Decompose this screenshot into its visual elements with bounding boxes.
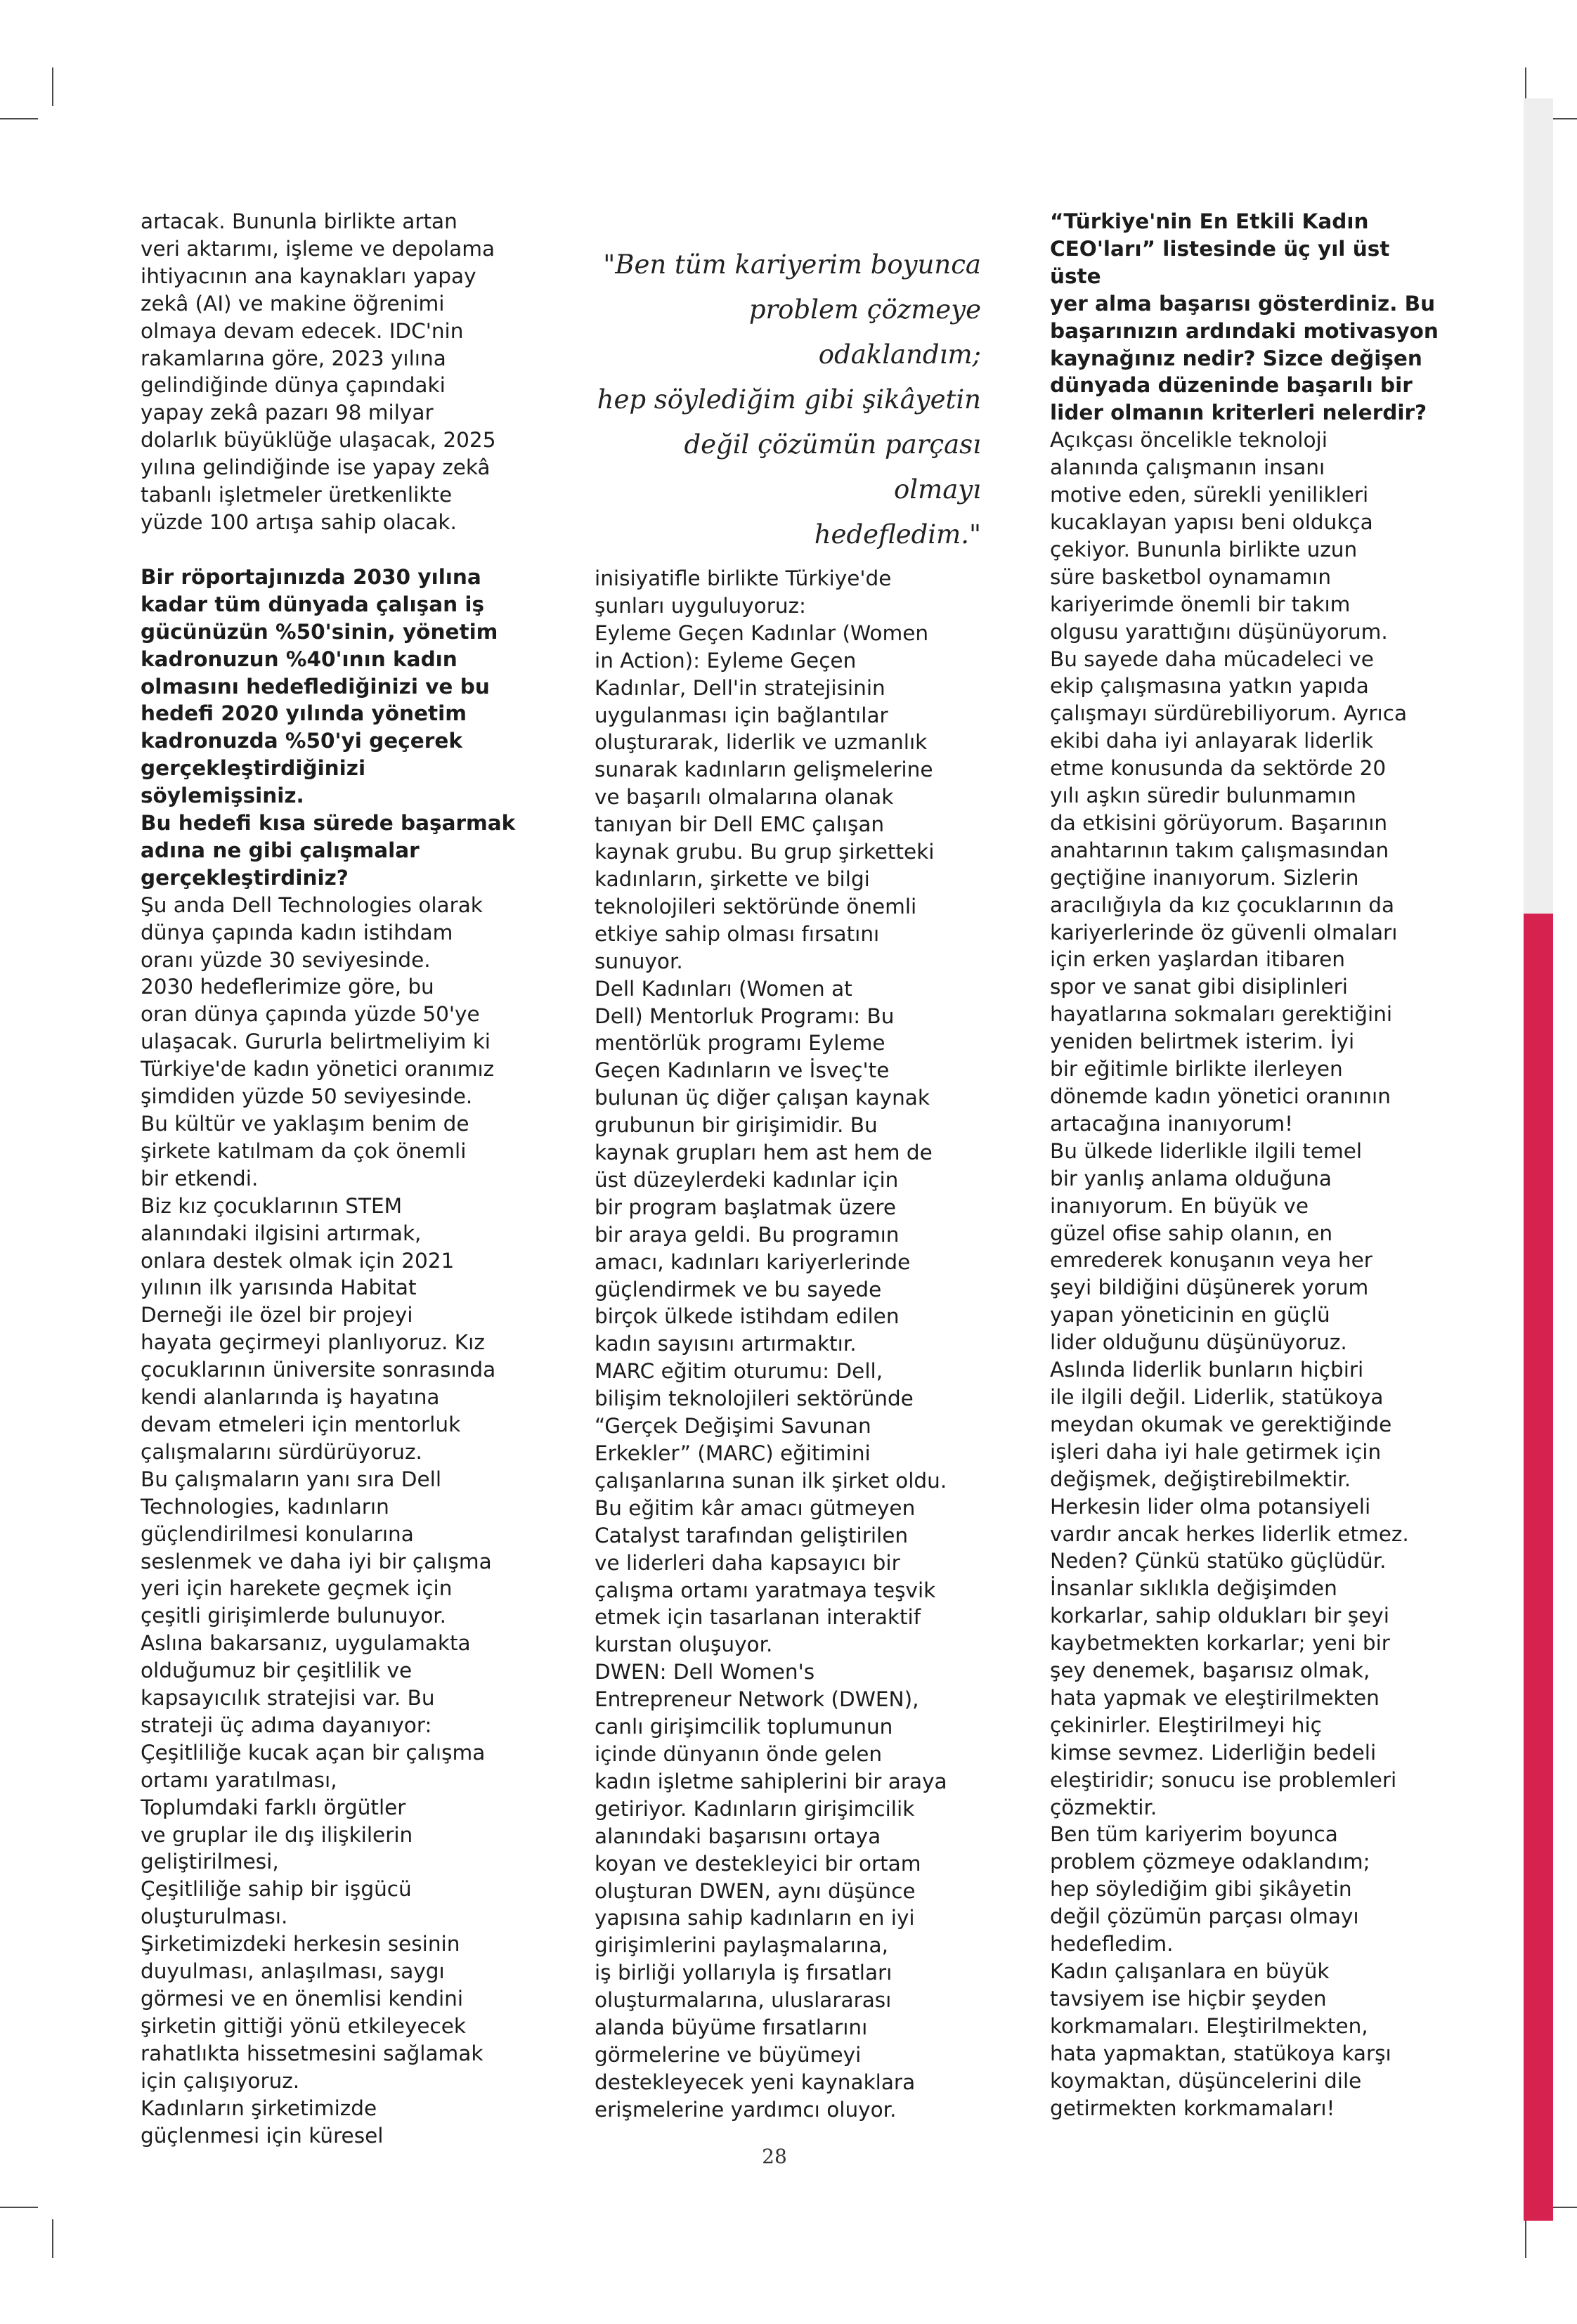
paragraph: Toplumdaki farklı örgütler ve gruplar ile dış ilişkilerin geliştirilmesi, [141, 1795, 413, 1874]
paragraph: Bu çalışmaların yanı sıra Dell Technologies, kadınların güçlendirilmesi konularına seslenmek ve daha iyi bir çalışma yeri için harekete geçmek için çeşitli girişimlerde bulunuyor. Aslına bakarsanız, uygulamakta olduğumuz bir çeşitlilik ve kapsayıcılık stratejisi var. Bu strateji üç adıma dayanıyor: [141, 1467, 492, 1737]
crop-mark [52, 67, 53, 106]
paragraph: Eyleme Geçen Kadınlar (Women in Action): Eyleme Geçen Kadınlar, Dell'in stratejisinin uygulanması için bağlantılar oluşturarak, liderlik ve uzmanlık sunarak kadınların gelişmelerine ve başarılı olmalarına olanak tanıyan bir Dell EMC çalışan kaynak grubu. Bu grup şirketteki kadınların, şirkette ve bilgi teknolojileri sektöründe önemli etkiye sahip olması fırsatını sunuyor. [595, 621, 935, 973]
interview-question: “Türkiye'nin En Etkili Kadın CEO'ları” listesinde üç yıl üst üste yer alma başarısı gösterdiniz. Bu başarınızın ardındaki motivasyon kaynağınız nedir? Sizce değişen dünyada düzeninde başarılı bir lider olmanın kriterleri nelerdir? [1050, 209, 1439, 425]
paragraph: Çeşitliliğe sahip bir işgücü oluşturulması. [141, 1877, 412, 1929]
interview-question: Bir röportajınızda 2030 yılına kadar tüm dünyada çalışan iş gücünüzün %50'sinin, yönetim kadronuzun %40'ının kadın olmasını hedeflediğinizi ve bu hedefi 2020 yılında yönetim kadronuzda %50'yi geçerek gerçekleştirdiğinizi söylemişsiniz. Bu hedefi kısa sürede başarmak adına ne gibi çalışmalar gerçekleştirdiniz? [141, 564, 516, 890]
paragraph: artacak. Bununla birlikte artan veri aktarımı, işleme ve depolama ihtiyacının ana kaynakları yapay zekâ (AI) ve makine öğrenimi olmaya devam edecek. IDC'nin rakamlarına göre, 2023 yılına gelindiğinde dünya çapındaki yapay zekâ pazarı 98 milyar dolarlık büyüklüğe ulaşacak, 2025 yılına gelindiğinde ise yapay zekâ tabanlı işletmeler üretkenlikte yüzde 100 artışa sahip olacak. [141, 209, 496, 534]
paragraph: Biz kız çocuklarının STEM alanındaki ilgisini artırmak, onlara destek olmak için 2021 yılının ilk yarısında Habitat Derneği ile özel bir projeyi hayata geçirmeyi planlıyoruz. Kız çocuklarının üniversite sonrasında kendi alanlarında iş hayatına devam etmeleri için mentorluk çalışmalarını sürdürüyoruz. [141, 1193, 496, 1464]
paragraph: MARC eğitim oturumu: Dell, bilişim teknolojileri sektöründe “Gerçek Değişimi Savunan Erkekler” (MARC) eğitimini çalışanlarına sunan ilk şirket oldu. Bu eğitim kâr amacı gütmeyen Catalyst tarafından geliştirilen ve liderleri daha kapsayıcı bir çalışma ortamı yaratmaya teşvik etmek için tasarlanan interaktif kurstan oluşuyor. [595, 1359, 947, 1657]
paragraph: Çeşitliliğe kucak açan bir çalışma ortamı yaratılması, [141, 1740, 486, 1792]
paragraph: Ben tüm kariyerim boyunca problem çözmeye odaklandım; hep söylediğim gibi şikâyetin değil çözümün parçası olmayı hedefledim. [1050, 1822, 1370, 1956]
column-middle [595, 565, 1002, 2124]
paragraph: inisiyatifle birlikte Türkiye'de şunları uyguluyoruz: [595, 566, 892, 618]
paragraph: DWEN: Dell Women's Entrepreneur Network (DWEN), canlı girişimcilik toplumunun içinde dünyanın önde gelen kadın işletme sahiplerini bir araya getiriyor. Kadınların girişimcilik alanındaki başarısını ortaya koyan ve destekleyici bir ortam oluşturan DWEN, aynı düşünce yapısına sahip kadınların en iyi girişimlerini paylaşmalarına, iş birliği yollarıyla iş fırsatları oluşturmalarına, uluslararası alanda büyüme fırsatlarını görmelerine ve büyümeyi destekleyecek yeni kaynaklara erişmelerine yardımcı oluyor. [595, 1660, 947, 2122]
page-number: 28 [762, 2145, 787, 2168]
paragraph: Kadınların şirketimizde güçlenmesi için küresel [141, 2096, 384, 2148]
crop-mark [0, 118, 38, 119]
crop-mark [1525, 2219, 1526, 2258]
crop-mark [52, 2219, 53, 2258]
column-right [1050, 208, 1443, 2122]
paragraph: Bu ülkede liderlikle ilgili temel bir yanlış anlama olduğuna inanıyorum. En büyük ve güzel ofise sahip olanın, en emrederek konuşanın veya her şeyi bildiğini düşünerek yorum yapan yöneticinin en güçlü lider olduğunu düşünüyoruz. Aslında liderlik bunların hiçbiri ile ilgili değil. Liderlik, statükoya meydan okumak ve gerektiğinde işleri daha iyi hale getirmek için değişmek, değiştirebilmektir. Herkesin lider olma potansiyeli vardır ancak herkes liderlik etmez. Neden? Çünkü statüko güçlüdür. İnsanlar sıklıkla değişimden korkarlar, sahip oldukları bir şeyi kaybetmekten korkarlar; yeni bir şey denemek, başarısız olmak, hata yapmak ve eleştirilmekten çekinirler. Eleştirilmeyi hiç kimse sevmez. Liderliğin bedeli eleştiridir; sonucu ise problemleri çözmektir. [1050, 1138, 1409, 1819]
paragraph: Şirketimizdeki herkesin sesinin duyulması, anlaşılması, saygı görmesi ve en önemlisi kendini şirketin gittiği yönü etkileyecek rahatlıkta hissetmesini sağlamak için çalışıyoruz. [141, 1932, 484, 2093]
paragraph: Açıkçası öncelikle teknoloji alanında çalışmanın insanı motive eden, sürekli yenilikleri kucaklayan yapısı beni oldukça çekiyor. Bununla birlikte uzun süre basketbol oynamamın kariyerimde önemli bir takım olgusu yarattığını düşünüyorum. Bu sayede daha mücadeleci ve ekip çalışmasına yatkın yapıda çalışmayı sürdürebiliyorum. Ayrıca ekibi daha iyi anlayarak liderlik etme konusunda da sektörde 20 yılı aşkın süredir bulunmamın da etkisini görüyorum. Başarının anahtarının takım çalışmasından geçtiğine inanıyorum. Sizlerin aracılığıyla da kız çocuklarının da kariyerlerinde öz güvenli olmaları için erken yaşlardan itibaren spor ve sanat gibi disiplinleri hayatlarına sokmaları gerektiğini yeniden belirtmek isterim. İyi bir eğitimle birlikte ilerleyen dönemde kadın yönetici oranının artacağına inanıyorum! [1050, 428, 1408, 1136]
column-left [141, 208, 534, 2149]
crop-mark [0, 2207, 38, 2208]
paragraph: Şu anda Dell Technologies olarak dünya çapında kadın istihdam oranı yüzde 30 seviyesinde. 2030 hedeflerimize göre, bu oran dünya çapında yüzde 50'ye ulaşacak. Gururla belirtmeliyim ki Türkiye'de kadın yönetici oranımız şimdiden yüzde 50 seviyesinde. Bu kültür ve yaklaşım benim de şirkete katılmam da çok önemli bir etkendi. [141, 892, 495, 1190]
side-accent-bar [1524, 914, 1553, 2221]
pull-quote: "Ben tüm kariyerim boyunca problem çözmeye odaklandım; hep söylediğim gibi şikâyetin değil çözümün parçası olmayı hedefledim." [597, 249, 981, 550]
paragraph: Dell Kadınları (Women at Dell) Mentorluk Programı: Bu mentörlük programı Eyleme Geçen Kadınların ve İsveç'te bulunan üç diğer çalışan kaynak grubunun bir girişimidir. Bu kaynak grupları hem ast hem de üst düzeylerdeki kadınlar için bir program başlatmak üzere bir araya geldi. Bu programın amacı, kadınları kariyerlerinde güçlendirmek ve bu sayede birçok ülkede istihdam edilen kadın sayısını artırmaktır. [595, 976, 933, 1356]
paragraph: Kadın çalışanlara en büyük tavsiyem ise hiçbir şeyden korkmamaları. Eleştirilmekten, hata yapmaktan, statükoya karşı koymaktan, düşüncelerini dile getirmekten korkmamaları! [1050, 1959, 1391, 2120]
